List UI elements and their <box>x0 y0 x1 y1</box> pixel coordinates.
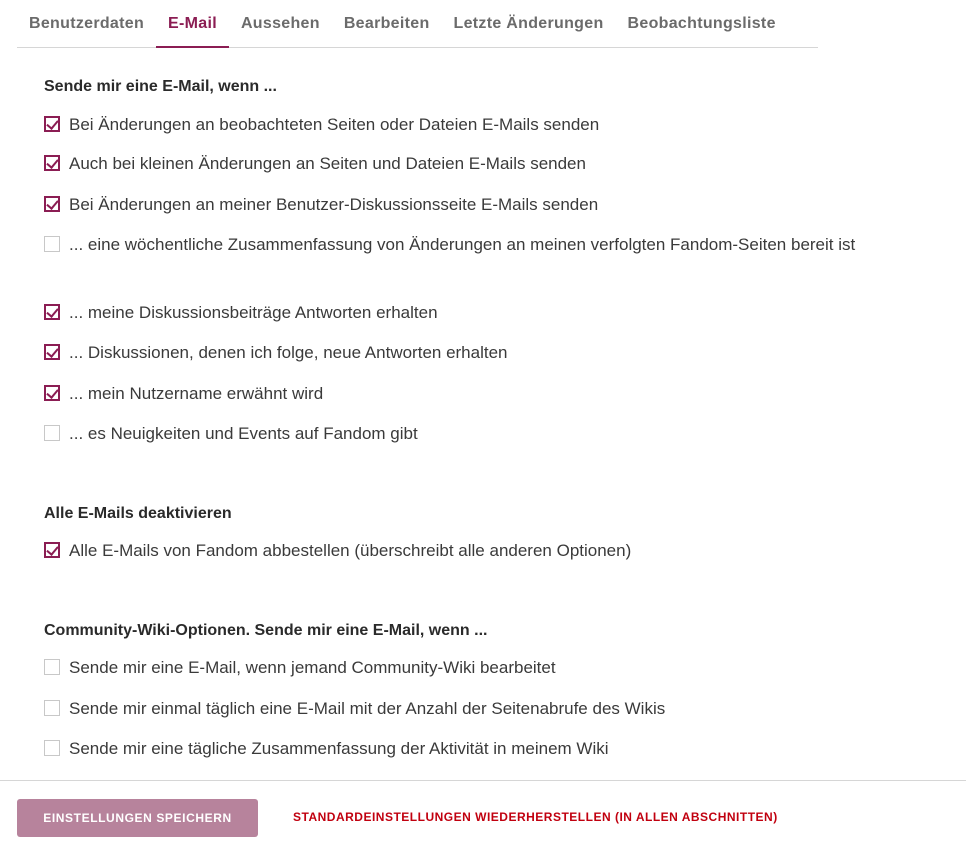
checkbox[interactable] <box>44 542 60 558</box>
notify-option-mentions[interactable] <box>44 380 934 407</box>
checkbox[interactable] <box>44 344 60 360</box>
tab-beobachtungsliste[interactable]: Beobachtungsliste <box>627 15 776 32</box>
tab-benutzerdaten[interactable]: Benutzerdaten <box>29 15 145 32</box>
community-option-edits[interactable] <box>44 654 934 681</box>
checkbox[interactable] <box>44 385 60 401</box>
option-label: Alle E-Mails von Fandom abbestellen (überschreibt alle anderen Optionen) <box>69 541 632 560</box>
checkbox[interactable] <box>44 116 60 132</box>
checkbox[interactable] <box>44 155 60 171</box>
checkbox[interactable] <box>44 425 60 441</box>
option-label: ... mein Nutzername erwähnt wird <box>69 384 324 403</box>
option-label: ... Diskussionen, denen ich folge, neue Antworten erhalten <box>69 343 508 362</box>
tab-aussehen[interactable]: Aussehen <box>240 15 320 32</box>
disable-all-section-title: Alle E-Mails deaktivieren <box>44 505 232 522</box>
option-label: ... eine wöchentliche Zusammenfassung von Änderungen an meinen verfolgten Fandom-Seiten bereit ist <box>69 235 856 254</box>
tab-e-mail[interactable]: E-Mail <box>156 0 229 47</box>
notify-option-user-talk[interactable] <box>44 191 934 218</box>
checkbox[interactable] <box>44 659 60 675</box>
option-label: Sende mir eine E-Mail, wenn jemand Community-Wiki bearbeitet <box>69 658 556 677</box>
tab-bearbeiten[interactable]: Bearbeiten <box>343 15 430 32</box>
notify-option-fandom-news[interactable] <box>44 420 934 447</box>
option-label: Sende mir eine tägliche Zusammenfassung der Aktivität in meinem Wiki <box>69 739 609 758</box>
tab-letzte-aenderungen[interactable]: Letzte Änderungen <box>453 15 604 32</box>
option-label: Bei Änderungen an meiner Benutzer-Diskussionsseite E-Mails senden <box>69 195 599 214</box>
community-option-daily-summary[interactable] <box>44 735 934 762</box>
checkbox[interactable] <box>44 304 60 320</box>
preferences-tabs <box>17 0 818 48</box>
option-label: ... es Neuigkeiten und Events auf Fandom gibt <box>69 424 418 443</box>
option-label: ... meine Diskussionsbeiträge Antworten erhalten <box>69 303 438 322</box>
notify-section-title: Sende mir eine E-Mail, wenn ... <box>44 78 277 95</box>
notify-option-discussion-replies[interactable] <box>44 299 934 326</box>
checkbox[interactable] <box>44 700 60 716</box>
notify-option-weekly-digest[interactable] <box>44 231 934 258</box>
notify-option-minor-edits[interactable] <box>44 150 934 177</box>
restore-defaults-link[interactable]: STANDARDEINSTELLUNGEN WIEDERHERSTELLEN (IN ALLEN ABSCHNITTEN) <box>293 810 778 824</box>
checkbox[interactable] <box>44 236 60 252</box>
community-option-pageviews[interactable] <box>44 695 934 722</box>
save-preferences-button[interactable]: EINSTELLUNGEN SPEICHERN <box>17 799 258 837</box>
disable-all-option-unsubscribe[interactable] <box>44 537 934 564</box>
checkbox[interactable] <box>44 740 60 756</box>
option-label: Auch bei kleinen Änderungen an Seiten und Dateien E-Mails senden <box>69 154 586 173</box>
checkbox[interactable] <box>44 196 60 212</box>
footer-divider <box>0 780 966 781</box>
notify-option-followed-discussions[interactable] <box>44 339 934 366</box>
notify-option-watched-pages[interactable] <box>44 111 934 138</box>
option-label: Sende mir einmal täglich eine E-Mail mit der Anzahl der Seitenabrufe des Wikis <box>69 699 666 718</box>
option-label: Bei Änderungen an beobachteten Seiten oder Dateien E-Mails senden <box>69 115 600 134</box>
community-section-title: Community-Wiki-Optionen. Sende mir eine E-Mail, wenn ... <box>44 622 488 639</box>
